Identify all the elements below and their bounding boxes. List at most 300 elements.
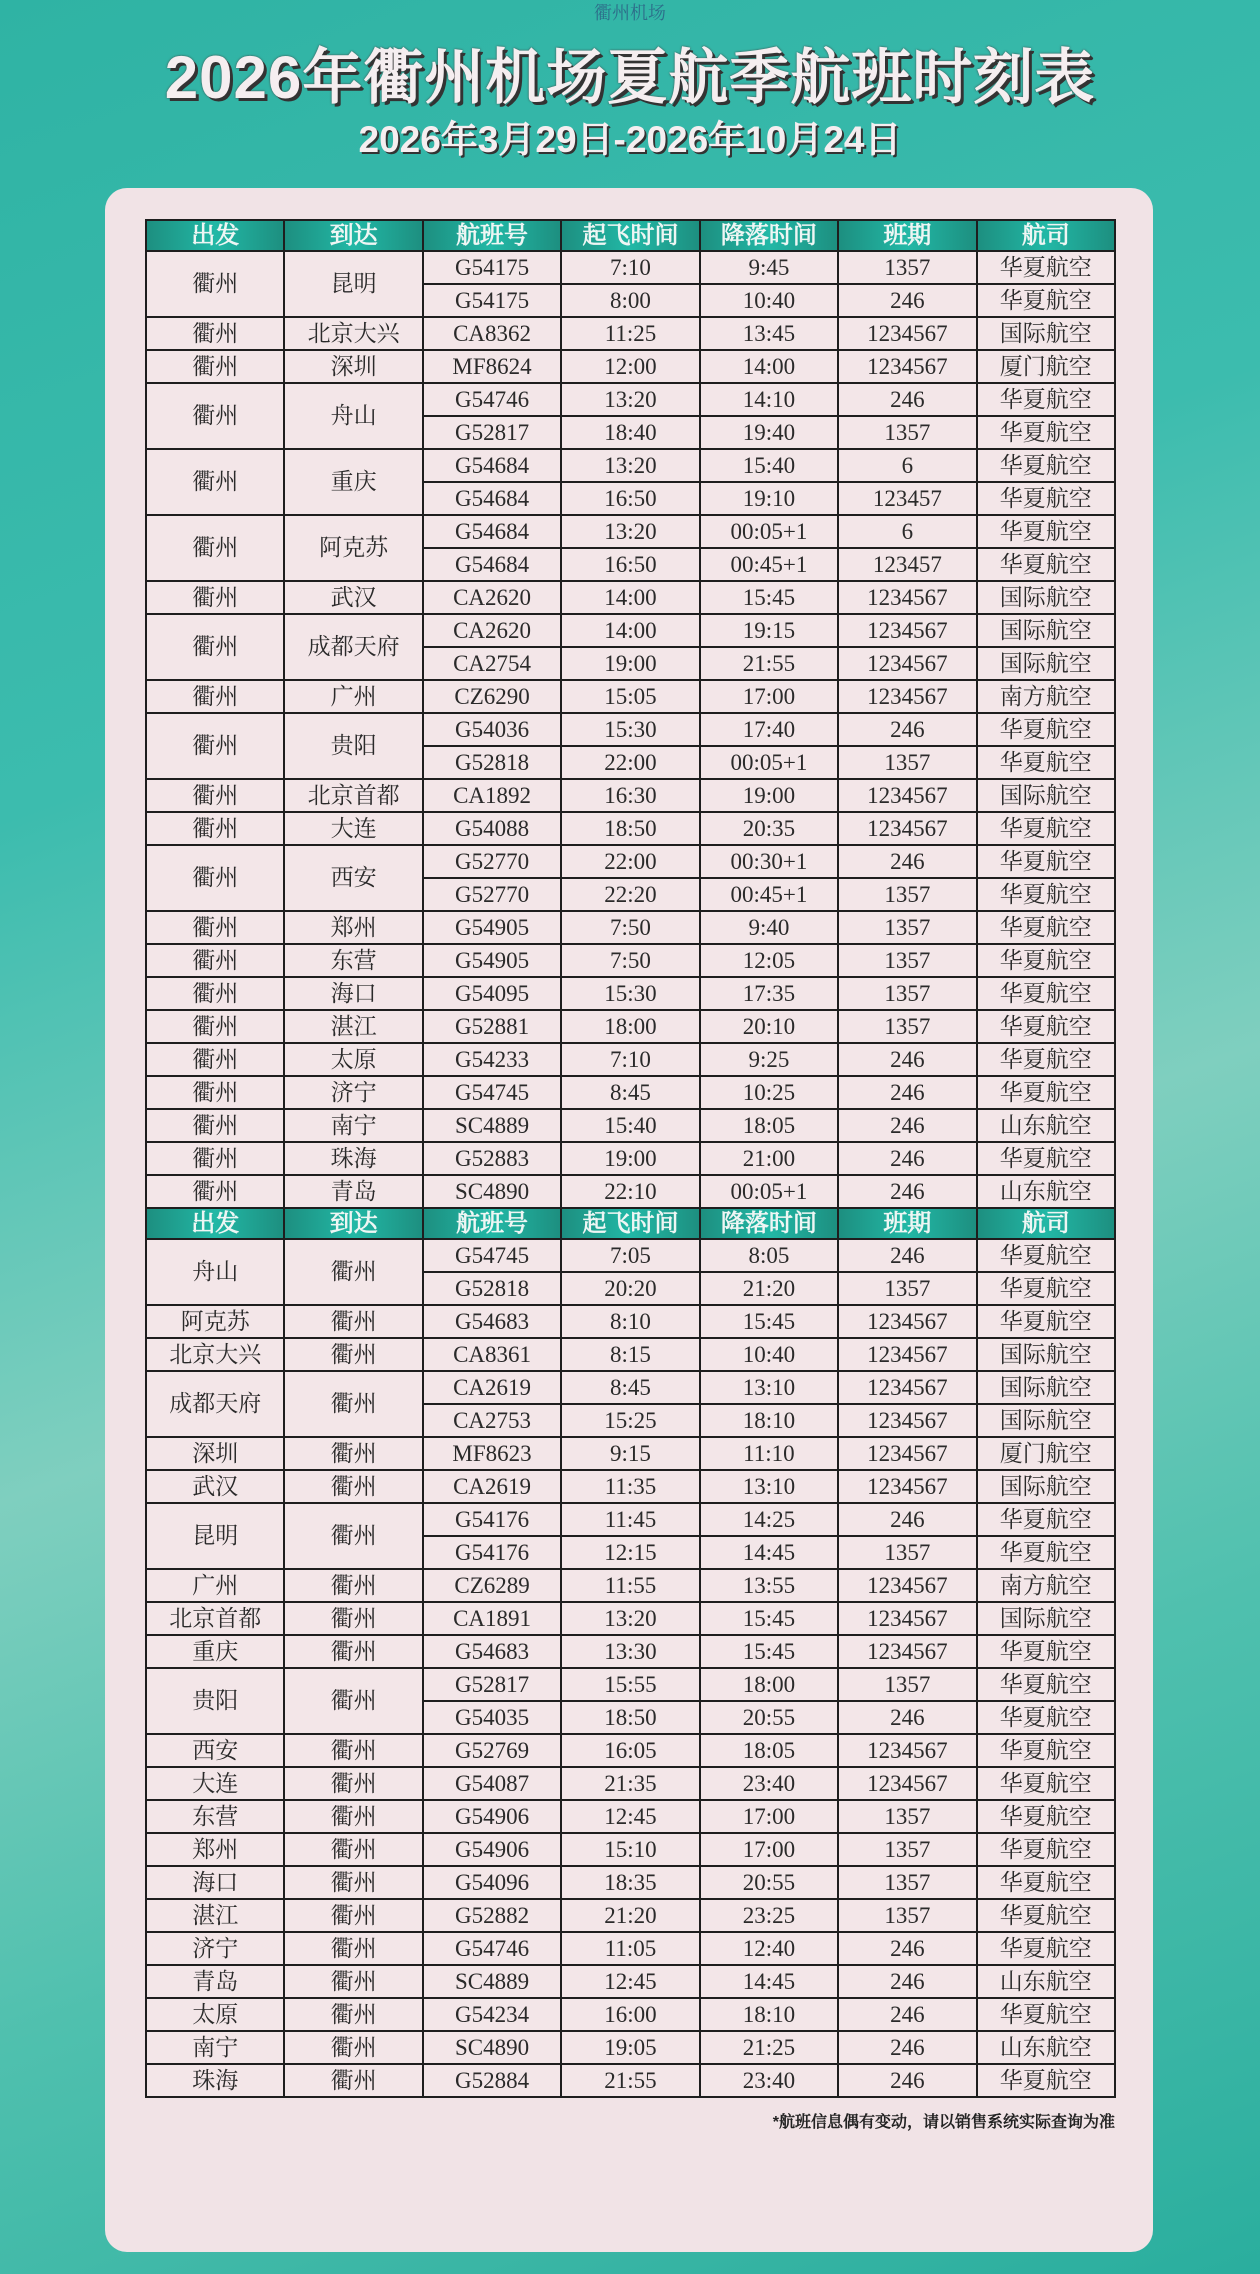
arrival-time: 15:45 [700,581,838,614]
departure-time: 16:50 [561,482,699,515]
arrival-time: 13:10 [700,1470,838,1503]
destination-city: 衢州 [284,1635,422,1668]
schedule-days: 1357 [838,416,976,449]
airline: 华夏航空 [977,845,1115,878]
table-row [146,812,1115,845]
flight-number: CA2620 [423,581,561,614]
table-row [146,1635,1115,1668]
departure-time: 21:20 [561,1899,699,1932]
table-row [146,1767,1115,1800]
destination-city: 重庆 [284,449,422,515]
schedule-days: 246 [838,1965,976,1998]
origin-city: 衢州 [146,515,284,581]
flight-number: G54906 [423,1833,561,1866]
flight-number: G54087 [423,1767,561,1800]
destination-city: 衢州 [284,1305,422,1338]
airline: 华夏航空 [977,1932,1115,1965]
column-header: 降落时间 [700,220,838,251]
destination-city: 湛江 [284,1010,422,1043]
origin-city: 衢州 [146,317,284,350]
schedule-days: 1234567 [838,647,976,680]
arrival-time: 20:10 [700,1010,838,1043]
origin-city: 衢州 [146,251,284,317]
flight-number: G52817 [423,1668,561,1701]
departure-time: 16:00 [561,1998,699,2031]
departure-time: 15:55 [561,1668,699,1701]
origin-city: 南宁 [146,2031,284,2064]
destination-city: 北京大兴 [284,317,422,350]
destination-city: 衢州 [284,2064,422,2097]
flight-number: G54684 [423,548,561,581]
destination-city: 衢州 [284,2031,422,2064]
destination-city: 衢州 [284,1833,422,1866]
destination-city: 衢州 [284,1932,422,1965]
arrival-time: 10:25 [700,1076,838,1109]
departure-time: 11:55 [561,1569,699,1602]
departure-time: 8:45 [561,1076,699,1109]
airline: 国际航空 [977,317,1115,350]
departure-time: 11:05 [561,1932,699,1965]
airline: 华夏航空 [977,284,1115,317]
table-row [146,614,1115,647]
arrival-time: 17:35 [700,977,838,1010]
origin-city: 青岛 [146,1965,284,1998]
airline: 华夏航空 [977,1536,1115,1569]
destination-city: 贵阳 [284,713,422,779]
airline: 华夏航空 [977,1833,1115,1866]
column-header: 出发 [146,220,284,251]
table-row [146,1076,1115,1109]
schedule-days: 1234567 [838,1305,976,1338]
table-row [146,1998,1115,2031]
arrival-time: 12:05 [700,944,838,977]
column-header: 到达 [284,220,422,251]
airline: 山东航空 [977,1175,1115,1208]
flight-number: MF8624 [423,350,561,383]
destination-city: 大连 [284,812,422,845]
table-row [146,1965,1115,1998]
flight-number: G54095 [423,977,561,1010]
arrival-time: 23:40 [700,2064,838,2097]
airline: 华夏航空 [977,911,1115,944]
airline: 华夏航空 [977,1305,1115,1338]
flight-number: SC4889 [423,1109,561,1142]
flight-number: G54905 [423,911,561,944]
schedule-days: 1357 [838,1866,976,1899]
destination-city: 太原 [284,1043,422,1076]
flight-number: SC4890 [423,2031,561,2064]
departure-time: 16:05 [561,1734,699,1767]
departure-time: 13:20 [561,1602,699,1635]
airline: 华夏航空 [977,878,1115,911]
destination-city: 西安 [284,845,422,911]
destination-city: 济宁 [284,1076,422,1109]
destination-city: 衢州 [284,1437,422,1470]
arrival-time: 12:40 [700,1932,838,1965]
origin-city: 衢州 [146,713,284,779]
airline: 山东航空 [977,1965,1115,1998]
arrival-time: 20:55 [700,1866,838,1899]
schedule-days: 1357 [838,1833,976,1866]
airline: 华夏航空 [977,944,1115,977]
arrival-time: 18:10 [700,1404,838,1437]
airline: 华夏航空 [977,383,1115,416]
departure-time: 14:00 [561,614,699,647]
airline: 山东航空 [977,2031,1115,2064]
departure-time: 18:00 [561,1010,699,1043]
origin-city: 衢州 [146,944,284,977]
arrival-time: 11:10 [700,1437,838,1470]
destination-city: 阿克苏 [284,515,422,581]
departure-time: 14:00 [561,581,699,614]
departure-time: 7:05 [561,1239,699,1272]
table-row [146,1437,1115,1470]
arrival-time: 13:55 [700,1569,838,1602]
flight-number: G54746 [423,383,561,416]
flight-number: G52884 [423,2064,561,2097]
origin-city: 湛江 [146,1899,284,1932]
origin-city: 衢州 [146,1043,284,1076]
airline: 华夏航空 [977,449,1115,482]
arrival-time: 15:40 [700,449,838,482]
arrival-time: 19:00 [700,779,838,812]
schedule-days: 1357 [838,944,976,977]
schedule-days: 1234567 [838,680,976,713]
departure-time: 18:40 [561,416,699,449]
table-row [146,680,1115,713]
table-row [146,1239,1115,1272]
arrival-time: 00:05+1 [700,746,838,779]
arrival-time: 19:10 [700,482,838,515]
departure-time: 11:25 [561,317,699,350]
table-row [146,1175,1115,1208]
column-header: 航班号 [423,1208,561,1239]
arrival-time: 21:25 [700,2031,838,2064]
departure-time: 16:30 [561,779,699,812]
arrival-time: 18:05 [700,1109,838,1142]
flight-number: G54176 [423,1503,561,1536]
airline: 华夏航空 [977,482,1115,515]
airline: 厦门航空 [977,350,1115,383]
departure-time: 8:10 [561,1305,699,1338]
airline: 南方航空 [977,1569,1115,1602]
table-row [146,1899,1115,1932]
flight-number: G52770 [423,878,561,911]
schedule-days: 1234567 [838,317,976,350]
table-row [146,911,1115,944]
departure-time: 22:10 [561,1175,699,1208]
destination-city: 衢州 [284,1668,422,1734]
airline: 华夏航空 [977,416,1115,449]
airline: 国际航空 [977,614,1115,647]
schedule-days: 1357 [838,1272,976,1305]
departure-time: 15:30 [561,713,699,746]
schedule-days: 1357 [838,1536,976,1569]
airline: 南方航空 [977,680,1115,713]
table-row [146,1668,1115,1701]
airline: 华夏航空 [977,1239,1115,1272]
origin-city: 衢州 [146,449,284,515]
date-range-subtitle: 2026年3月29日-2026年10月24日 [358,119,902,160]
destination-city: 衢州 [284,1239,422,1305]
flight-number: G54088 [423,812,561,845]
origin-city: 衢州 [146,845,284,911]
origin-city: 衢州 [146,1109,284,1142]
table-row [146,1800,1115,1833]
schedule-days: 246 [838,1503,976,1536]
table-row [146,1109,1115,1142]
column-header: 航司 [977,220,1115,251]
column-header: 班期 [838,220,976,251]
airline: 华夏航空 [977,1701,1115,1734]
airline: 华夏航空 [977,1998,1115,2031]
flight-number: G54684 [423,515,561,548]
header-row [146,1208,1115,1239]
arrival-time: 17:00 [700,1800,838,1833]
airline: 国际航空 [977,1338,1115,1371]
flight-number: MF8623 [423,1437,561,1470]
flight-number: G52881 [423,1010,561,1043]
departure-time: 11:35 [561,1470,699,1503]
flight-number: CA2619 [423,1371,561,1404]
airline: 华夏航空 [977,548,1115,581]
destination-city: 成都天府 [284,614,422,680]
flight-number: SC4889 [423,1965,561,1998]
origin-city: 东营 [146,1800,284,1833]
flight-number: G54684 [423,482,561,515]
airline: 华夏航空 [977,977,1115,1010]
schedule-days: 1357 [838,1668,976,1701]
arrival-time: 9:25 [700,1043,838,1076]
flight-number: G54683 [423,1635,561,1668]
schedule-days: 1234567 [838,1404,976,1437]
airline: 华夏航空 [977,1800,1115,1833]
destination-city: 广州 [284,680,422,713]
flight-number: CA8362 [423,317,561,350]
table-row [146,1569,1115,1602]
destination-city: 衢州 [284,1800,422,1833]
schedule-days: 1357 [838,251,976,284]
departure-time: 22:20 [561,878,699,911]
flight-number: G54234 [423,1998,561,2031]
flight-number: G54036 [423,713,561,746]
departure-time: 19:05 [561,2031,699,2064]
destination-city: 衢州 [284,1866,422,1899]
airline: 华夏航空 [977,1767,1115,1800]
arrival-time: 18:00 [700,1668,838,1701]
table-row [146,1602,1115,1635]
origin-city: 衢州 [146,1010,284,1043]
schedule-days: 1234567 [838,1602,976,1635]
arrival-time: 9:45 [700,251,838,284]
arrival-time: 21:55 [700,647,838,680]
departure-time: 21:55 [561,2064,699,2097]
origin-city: 衢州 [146,1076,284,1109]
arrival-time: 14:10 [700,383,838,416]
origin-city: 贵阳 [146,1668,284,1734]
table-row [146,1866,1115,1899]
schedule-days: 1234567 [838,1635,976,1668]
schedule-days: 1357 [838,746,976,779]
schedule-days: 1234567 [838,614,976,647]
departure-time: 8:45 [561,1371,699,1404]
departure-time: 9:15 [561,1437,699,1470]
destination-city: 深圳 [284,350,422,383]
departure-time: 18:35 [561,1866,699,1899]
arrival-time: 14:25 [700,1503,838,1536]
origin-city: 衢州 [146,1175,284,1208]
destination-city: 衢州 [284,1470,422,1503]
destination-city: 南宁 [284,1109,422,1142]
departure-time: 7:50 [561,944,699,977]
airline: 国际航空 [977,647,1115,680]
flight-number: CA2620 [423,614,561,647]
origin-city: 海口 [146,1866,284,1899]
arrival-time: 00:45+1 [700,878,838,911]
departure-time: 11:45 [561,1503,699,1536]
flight-number: CA2619 [423,1470,561,1503]
airline: 国际航空 [977,1470,1115,1503]
table-row [146,383,1115,416]
destination-city: 衢州 [284,1734,422,1767]
schedule-days: 246 [838,845,976,878]
flight-number: G54905 [423,944,561,977]
schedule-days: 246 [838,1932,976,1965]
table-row [146,1470,1115,1503]
airline: 华夏航空 [977,1668,1115,1701]
arrival-time: 19:15 [700,614,838,647]
footnote: *航班信息偶有变动，请以销售系统实际查询为准 [772,2114,1115,2131]
arrival-time: 00:05+1 [700,515,838,548]
airline: 华夏航空 [977,812,1115,845]
arrival-time: 19:40 [700,416,838,449]
airline: 国际航空 [977,1602,1115,1635]
arrival-time: 21:00 [700,1142,838,1175]
airline: 华夏航空 [977,251,1115,284]
airline: 华夏航空 [977,1010,1115,1043]
arrival-time: 17:40 [700,713,838,746]
flight-number: G54233 [423,1043,561,1076]
schedule-days: 1234567 [838,1470,976,1503]
arrival-time: 00:45+1 [700,548,838,581]
airline: 华夏航空 [977,1635,1115,1668]
flight-number: G54175 [423,284,561,317]
departure-time: 8:15 [561,1338,699,1371]
origin-city: 广州 [146,1569,284,1602]
arrival-time: 17:00 [700,1833,838,1866]
origin-city: 西安 [146,1734,284,1767]
schedule-days: 1234567 [838,350,976,383]
table-row [146,317,1115,350]
departure-time: 8:00 [561,284,699,317]
column-header: 航司 [977,1208,1115,1239]
arrival-time: 14:00 [700,350,838,383]
flight-number: CA1892 [423,779,561,812]
airline: 华夏航空 [977,515,1115,548]
schedule-days: 246 [838,1239,976,1272]
table-row [146,1305,1115,1338]
table-row [146,1503,1115,1536]
destination-city: 昆明 [284,251,422,317]
airline: 国际航空 [977,779,1115,812]
arrival-time: 13:45 [700,317,838,350]
column-header: 起飞时间 [561,1208,699,1239]
departure-time: 21:35 [561,1767,699,1800]
schedule-days: 1234567 [838,1371,976,1404]
table-row [146,1338,1115,1371]
origin-city: 重庆 [146,1635,284,1668]
arrival-time: 18:10 [700,1998,838,2031]
table-row [146,350,1115,383]
departure-time: 19:00 [561,647,699,680]
arrival-time: 8:05 [700,1239,838,1272]
departure-time: 7:10 [561,251,699,284]
departure-time: 18:50 [561,1701,699,1734]
arrival-time: 14:45 [700,1536,838,1569]
header-row [146,220,1115,251]
flight-number: G54745 [423,1239,561,1272]
airline: 国际航空 [977,1404,1115,1437]
schedule-days: 1357 [838,1010,976,1043]
flight-number: G54684 [423,449,561,482]
table-row [146,515,1115,548]
flight-number: G52818 [423,1272,561,1305]
flight-number: CA1891 [423,1602,561,1635]
destination-city: 衢州 [284,1338,422,1371]
airline: 国际航空 [977,581,1115,614]
flight-number: G54745 [423,1076,561,1109]
table-row [146,845,1115,878]
schedule-days: 246 [838,284,976,317]
arrival-time: 21:20 [700,1272,838,1305]
flight-number: CZ6289 [423,1569,561,1602]
origin-city: 阿克苏 [146,1305,284,1338]
arrival-time: 9:40 [700,911,838,944]
arrival-time: 15:45 [700,1635,838,1668]
flight-number: G52818 [423,746,561,779]
airport-logo-text: 衢州机场 [594,3,666,23]
schedule-days: 123457 [838,548,976,581]
departure-time: 12:00 [561,350,699,383]
table-row [146,977,1115,1010]
origin-city: 郑州 [146,1833,284,1866]
airline: 国际航空 [977,1371,1115,1404]
destination-city: 衢州 [284,1899,422,1932]
destination-city: 珠海 [284,1142,422,1175]
schedule-days: 1234567 [838,1569,976,1602]
table-row [146,581,1115,614]
arrival-time: 20:35 [700,812,838,845]
destination-city: 衢州 [284,1371,422,1437]
airline: 华夏航空 [977,1272,1115,1305]
origin-city: 大连 [146,1767,284,1800]
arrival-time: 10:40 [700,1338,838,1371]
destination-city: 北京首都 [284,779,422,812]
schedule-days: 1234567 [838,1734,976,1767]
airline: 华夏航空 [977,1142,1115,1175]
schedule-days: 246 [838,1043,976,1076]
departure-time: 19:00 [561,1142,699,1175]
origin-city: 衢州 [146,383,284,449]
flight-number: CA8361 [423,1338,561,1371]
schedule-days: 246 [838,1109,976,1142]
table-row [146,1010,1115,1043]
page-title: 2026年衢州机场夏航季航班时刻表 [164,44,1096,111]
table-row [146,2031,1115,2064]
table-row [146,944,1115,977]
departure-time: 20:20 [561,1272,699,1305]
flight-number: CA2754 [423,647,561,680]
